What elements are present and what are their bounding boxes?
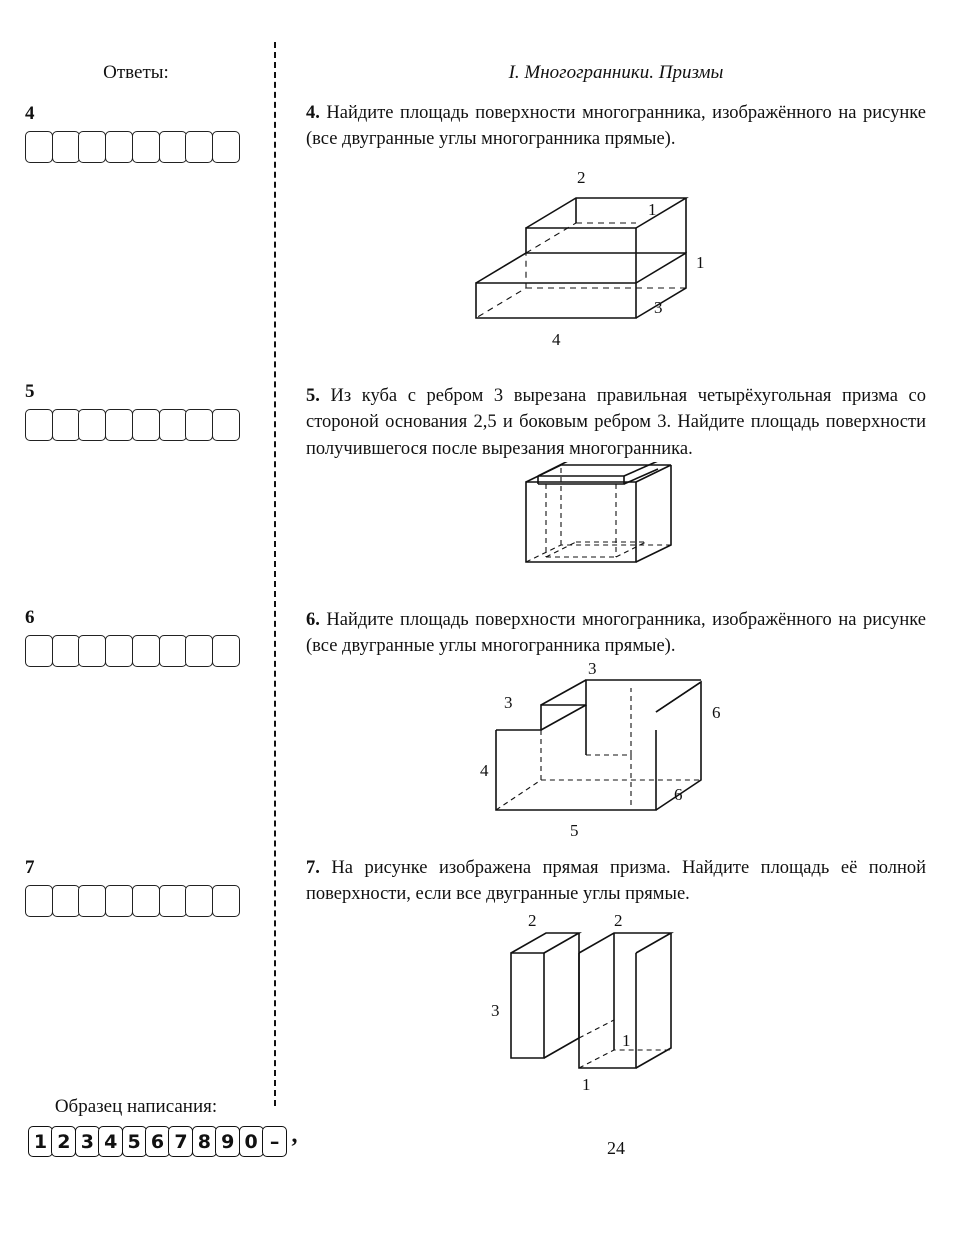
figure-label: 6 [674, 784, 683, 804]
task-body: На рисунке изображена прямая призма. Найдите площадь её полной поверхности, если все двугранные углы прямые. [306, 858, 926, 905]
task-5 [306, 383, 926, 587]
answer-cell[interactable] [185, 131, 213, 163]
task-4 [306, 100, 926, 368]
sample-digit: 2 [51, 1126, 76, 1157]
figure-label: 2 [528, 910, 537, 930]
answer-cell[interactable] [78, 409, 106, 441]
answer-cell[interactable] [212, 131, 240, 163]
sample-digit: 3 [75, 1126, 100, 1157]
answer-input-row-7[interactable] [25, 885, 239, 917]
answer-cell[interactable] [185, 885, 213, 917]
answer-cell[interactable] [78, 131, 106, 163]
task-number: 6. [306, 610, 320, 630]
answer-cell[interactable] [132, 409, 160, 441]
answer-cell[interactable] [105, 131, 133, 163]
task-text [306, 855, 926, 908]
answer-cell[interactable] [212, 635, 240, 667]
figure-task-5 [306, 462, 926, 587]
sample-comma: , [291, 1121, 298, 1148]
task-body: Найдите площадь поверхности многогранника, изображённого на рисунке (все двугранные углы многогранника прямые). [306, 610, 927, 657]
answer-number: 4 [25, 103, 35, 124]
answer-cell[interactable] [25, 409, 53, 441]
figure-task-6 [306, 660, 926, 860]
column-divider [274, 42, 276, 1106]
sample-writing-row [28, 1121, 298, 1157]
answer-cell[interactable] [78, 635, 106, 667]
answer-input-row-4[interactable] [25, 131, 239, 163]
answer-cell[interactable] [52, 635, 80, 667]
answer-cell[interactable] [105, 885, 133, 917]
figure-label: 3 [504, 692, 513, 712]
task-body: Из куба с ребром 3 вырезана правильная четырёхугольная призма со стороной основания 2,5 и боковым ребром 3. Найдите площадь поверхности получившегося после вырезания многогранника. [306, 386, 926, 459]
figure-label: 4 [480, 760, 489, 780]
figure-label: 3 [588, 659, 597, 678]
answer-cell[interactable] [105, 409, 133, 441]
task-number: 7. [306, 858, 320, 878]
task-body: Найдите площадь поверхности многогранника, изображённого на рисунке (все двугранные углы многогранника прямые). [306, 103, 927, 150]
answer-cell[interactable] [159, 409, 187, 441]
answer-cell[interactable] [25, 885, 53, 917]
figure-label: 3 [491, 1000, 500, 1020]
answer-input-row-5[interactable] [25, 409, 239, 441]
sample-digit: 7 [168, 1126, 193, 1157]
figure-label: 3 [654, 297, 663, 317]
answer-cell[interactable] [159, 635, 187, 667]
sample-digit: 4 [98, 1126, 123, 1157]
figure-label: 1 [622, 1030, 631, 1050]
content-column [296, 0, 936, 1245]
answer-cell[interactable] [52, 885, 80, 917]
answer-cell[interactable] [52, 409, 80, 441]
sample-digit: 5 [122, 1126, 147, 1157]
figure-label: 2 [614, 910, 623, 930]
figure-label: 6 [712, 702, 721, 722]
task-6 [306, 607, 926, 860]
answer-cell[interactable] [132, 131, 160, 163]
answer-block-7 [25, 857, 239, 917]
figure-label: 1 [648, 199, 657, 219]
answer-cell[interactable] [132, 635, 160, 667]
page-number: 24 [607, 1138, 625, 1158]
sample-digit: 1 [28, 1126, 53, 1157]
answer-block-6 [25, 607, 239, 667]
answer-cell[interactable] [25, 635, 53, 667]
sample-digit: 6 [145, 1126, 170, 1157]
answer-cell[interactable] [78, 885, 106, 917]
figure-label: 1 [696, 252, 705, 272]
answers-column [0, 0, 298, 1245]
task-text [306, 383, 926, 462]
answer-cell[interactable] [159, 885, 187, 917]
task-number: 4. [306, 103, 320, 123]
figure-label: 4 [552, 329, 561, 349]
figure-label: 1 [582, 1074, 591, 1094]
figure-task-7 [306, 908, 926, 1108]
answer-cell[interactable] [105, 635, 133, 667]
sample-digit: – [262, 1126, 287, 1157]
answer-block-5 [25, 381, 239, 441]
page-title: I. Многогранники. Призмы [508, 62, 724, 83]
task-text [306, 607, 926, 660]
answer-cell[interactable] [185, 409, 213, 441]
sample-writing-label: Образец написания: [54, 1096, 218, 1117]
figure-task-4 [306, 153, 926, 368]
answer-number: 7 [25, 857, 35, 878]
answer-block-4 [25, 103, 239, 163]
answer-number: 5 [25, 381, 35, 402]
sample-digit: 9 [215, 1126, 240, 1157]
task-number: 5. [306, 386, 320, 406]
answer-cell[interactable] [25, 131, 53, 163]
answer-cell[interactable] [52, 131, 80, 163]
sample-digit: 8 [192, 1126, 217, 1157]
answer-cell[interactable] [212, 885, 240, 917]
figure-label: 2 [577, 167, 586, 187]
answer-cell[interactable] [185, 635, 213, 667]
sample-digit: 0 [239, 1126, 264, 1157]
figure-label: 5 [570, 820, 579, 840]
task-7 [306, 855, 926, 1108]
answer-cell[interactable] [159, 131, 187, 163]
answer-number: 6 [25, 607, 35, 628]
answer-input-row-6[interactable] [25, 635, 239, 667]
answers-title: Ответы: [103, 62, 169, 83]
answer-cell[interactable] [212, 409, 240, 441]
task-text [306, 100, 926, 153]
answer-cell[interactable] [132, 885, 160, 917]
